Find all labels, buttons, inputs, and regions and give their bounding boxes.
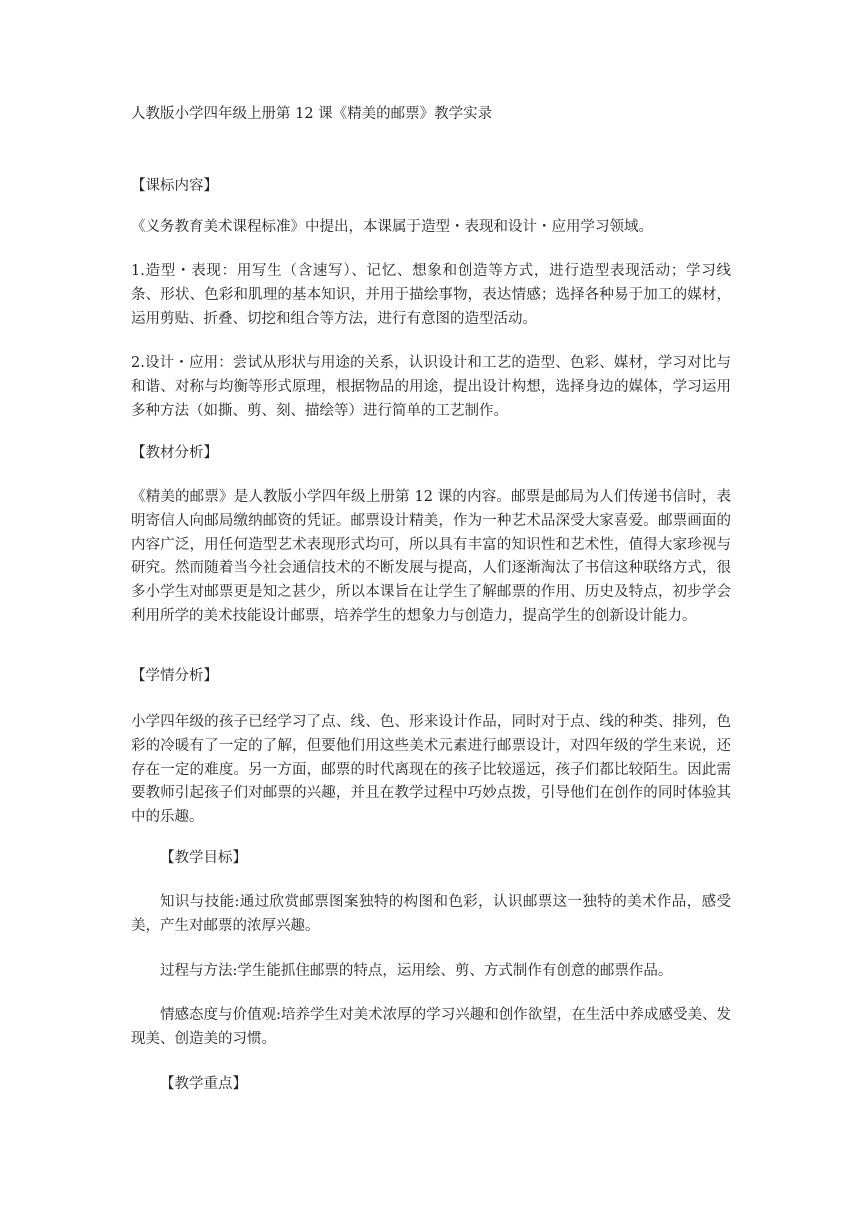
paragraph-goal-process-methods: 过程与方法:学生能抓住邮票的特点，运用绘、剪、方式制作有创意的邮票作品。 [160,963,673,979]
paragraph-textbook-analysis: 《精美的邮票》是人教版小学四年级上册第 12 课的内容。邮票是邮局为人们传递书信时，表明寄信人向邮局缴纳邮资的凭证。邮票设计精美，作为一种艺术品深受大家喜爱。邮票画面的内容广泛，用任何造型艺术表现形式均可，所以具有丰富的知识性和艺术性，值得大家珍视与研究。然而随着当今社会通信技术的不断发展与提高，人们逐渐淘汰了书信这种联络方式，很多小学生对邮票更是知之甚少，所以本课旨在让学生了解邮票的作用、历史及特点，初步学会利用所学的美术技能设计邮票，培养学生的想象力与创造力，提高学生的创新设计能力。 [131,489,731,624]
paragraph-standard-item-2: 2.设计・应用：尝试从形状与用途的关系，认识设计和工艺的造型、色彩、媒材，学习对比与和谐、对称与均衡等形式原理，根据物品的用途，提出设计构想，选择身边的媒体，学习运用多种方法（如撕、剪、刻、描绘等）进行简单的工艺制作。 [131,355,731,419]
heading-textbook-analysis: 【教材分析】 [131,445,218,461]
paragraph-standard-item-1: 1.造型・表现：用写生（含速写）、记忆、想象和创造等方式，进行造型表现活动；学习线条、形状、色彩和肌理的基本知识，并用于描绘事物，表达情感；选择各种易于加工的媒材，运用剪贴、折叠、切挖和组合等方法，进行有意图的造型活动。 [131,263,731,327]
heading-teaching-goals: 【教学目标】 [160,850,247,866]
paragraph-goal-emotion-values: 情感态度与价值观:培养学生对美术浓厚的学习兴趣和创作欲望，在生活中养成感受美、发现美、创造美的习惯。 [131,1007,731,1047]
paragraph-student-analysis: 小学四年级的孩子已经学习了点、线、色、形来设计作品，同时对于点、线的种类、排列，色彩的冷暖有了一定的了解，但要他们用这些美术元素进行邮票设计，对四年级的学生来说，还存在一定的难度。另一方面，邮票的时代离现在的孩子比较遥远，孩子们都比较陌生。因此需要教师引起孩子们对邮票的兴趣，并且在教学过程中巧妙点拨，引导他们在创作的同时体验其中的乐趣。 [131,714,731,826]
heading-student-analysis: 【学情分析】 [131,668,218,684]
document-title: 人教版小学四年级上册第 12 课《精美的邮票》教学实录 [131,106,493,122]
paragraph-standard-intro: 《义务教育美术课程标准》中提出，本课属于造型・表现和设计・应用学习领域。 [131,219,653,235]
heading-curriculum-standard: 【课标内容】 [131,178,218,194]
heading-teaching-focus: 【教学重点】 [160,1076,247,1092]
paragraph-goal-knowledge-skills: 知识与技能:通过欣赏邮票图案独特的构图和色彩，认识邮票这一独特的美术作品，感受美，产生对邮票的浓厚兴趣。 [131,894,731,934]
